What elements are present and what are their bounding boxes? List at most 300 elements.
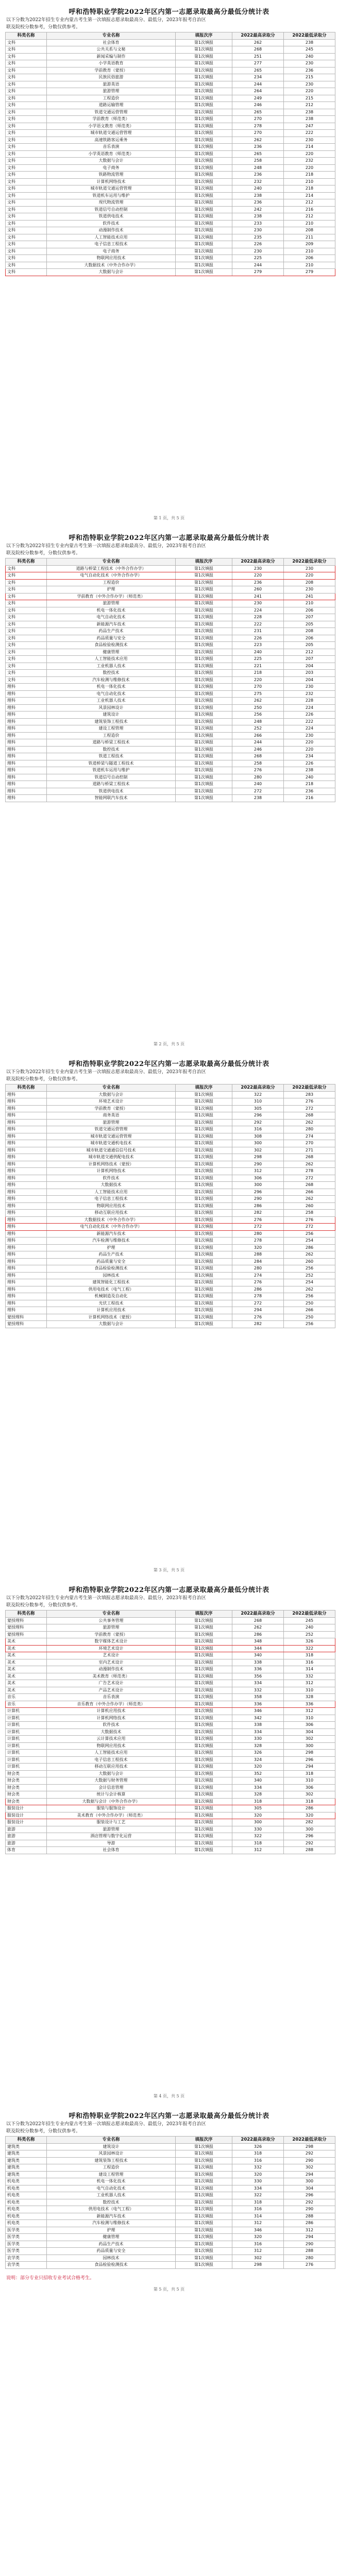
table-row [6,1230,335,1238]
table-row [6,572,335,580]
cell-min-score: 304 [284,2185,335,2192]
cell-batch: 第1次填报 [176,1645,232,1652]
cell-max-score: 224 [232,607,284,614]
cell-batch: 第1次填报 [176,1624,232,1632]
table-row [6,2220,335,2227]
table-row [6,1680,335,1687]
cell-min-score: 212 [284,102,335,109]
cell-batch: 第1次填报 [176,1812,232,1819]
cell-min-score: 203 [284,670,335,677]
cell-min-score: 276 [284,1098,335,1106]
cell-max-score: 280 [232,1230,284,1238]
cell-max-score: 342 [232,1715,284,1722]
cell-min-score: 205 [284,621,335,628]
cell-max-score: 312 [232,1847,284,1854]
description-line-2: 联及院校分数参考，分数仅供参考。 [6,2129,81,2134]
cell-batch: 第1次填报 [176,88,232,95]
cell-major: 会计信息管理 [47,1784,176,1791]
cell-max-score: 246 [232,746,284,753]
table-row [6,2171,335,2178]
cell-batch: 第1次填报 [176,2262,232,2269]
description-line-1: 以下分数为2022年招生专业内蒙古考生第一次填报志愿录取最高分、最低分，2023年报考自治区 [6,544,206,549]
cell-category: 文科 [6,199,47,207]
cell-max-score: 274 [232,1272,284,1279]
cell-max-score: 270 [232,130,284,137]
cell-max-score: 336 [232,1666,284,1673]
cell-max-score: 248 [232,164,284,172]
table-row [6,1764,335,1771]
cell-major: 电子信息工程技术 [47,1756,176,1764]
cell-batch: 第1次填报 [176,2164,232,2172]
cell-min-score: 250 [284,1300,335,1307]
cell-max-score: 320 [232,1244,284,1251]
cell-min-score: 268 [284,1112,335,1120]
cell-major: 电子商务 [47,248,176,255]
cell-major: 产品艺术设计 [47,1687,176,1694]
table-row [6,178,335,185]
table-row [6,718,335,725]
table-header-row [6,1611,335,1618]
cell-major: 机电一体化技术 [47,684,176,691]
cell-max-score: 241 [232,593,284,600]
cell-max-score: 280 [232,774,284,781]
table-row [6,234,335,241]
cell-major: 机电一体化技术 [47,607,176,614]
table-row [6,1210,335,1217]
cell-category: 文科 [6,178,47,185]
cell-max-score: 225 [232,255,284,262]
column-header: 2022最低录取分 [284,32,335,40]
cell-min-score: 292 [284,2199,335,2206]
cell-max-score: 322 [232,2192,284,2199]
cell-major: 药品生产技术 [47,628,176,635]
column-header: 2022最低录取分 [284,1611,335,1618]
cell-min-score: 236 [284,67,335,74]
cell-major: 健康管理 [47,649,176,656]
cell-min-score: 252 [284,1631,335,1638]
table-row [6,137,335,144]
page-sheet [0,1578,338,2104]
cell-max-score: 300 [232,1819,284,1826]
cell-batch: 第1次填报 [176,1105,232,1112]
cell-batch: 第1次填报 [176,698,232,705]
cell-min-score: 302 [284,1736,335,1743]
cell-min-score: 238 [284,767,335,774]
cell-max-score: 235 [232,234,284,241]
cell-batch: 第1次填报 [176,2234,232,2241]
table-row [6,102,335,109]
cell-max-score: 284 [232,1258,284,1265]
cell-min-score: 280 [284,2255,335,2262]
cell-major: 旅游管理 [47,1826,176,1833]
cell-batch: 第1次填报 [176,123,232,130]
cell-category: 建筑类 [6,2143,47,2150]
table-row [6,1216,335,1224]
cell-batch: 第1次填报 [176,102,232,109]
cell-batch: 第1次填报 [176,46,232,54]
cell-major: 人工智能技术应用 [47,234,176,241]
cell-batch: 第1次填报 [176,1154,232,1161]
table-row [6,1251,335,1259]
table-row [6,1175,335,1182]
cell-category: 建筑类 [6,2171,47,2178]
cell-major: 工业机器人技术 [47,698,176,705]
cell-max-score: 314 [232,2213,284,2220]
cell-major: 计算机网络技术（蒙授） [47,1314,176,1321]
cell-max-score: 316 [232,2241,284,2248]
table-row [6,1119,335,1126]
cell-category: 美术 [6,1687,47,1694]
cell-category: 文科 [6,206,47,213]
cell-category: 计算机 [6,1728,47,1736]
cell-major: 音乐教育（中外合作办学）（师范类） [47,1701,176,1708]
cell-min-score: 300 [284,2178,335,2185]
cell-min-score: 286 [284,1805,335,1812]
cell-batch: 第1次填报 [176,565,232,572]
cell-min-score: 234 [284,753,335,760]
table-row [6,593,335,600]
cell-category: 文科 [6,172,47,179]
description-line-2: 联及院校分数参考，分数仅供参考。 [6,25,81,30]
cell-major: 动漫制作技术 [47,227,176,234]
cell-max-score: 225 [232,656,284,663]
cell-category: 理科 [6,1258,47,1265]
cell-major: 新能源汽车技术 [47,621,176,628]
cell-batch: 第1次填报 [176,1659,232,1666]
cell-category: 文科 [6,67,47,74]
cell-category: 文科 [6,656,47,663]
column-header: 专业名称 [47,558,176,566]
cell-category: 文科 [6,241,47,248]
cell-max-score: 236 [232,579,284,586]
cell-major: 供用电技术（电气工程） [47,2206,176,2213]
cell-major: 计算机应用技术 [47,1708,176,1715]
cell-min-score: 220 [284,150,335,158]
table-row [6,1091,335,1098]
footnote: 说明：部分专业只招收专业考试合格考生。 [6,2276,95,2281]
cell-category: 蒙授理科 [6,1631,47,1638]
cell-category: 理科 [6,1126,47,1133]
cell-batch: 第1次填报 [176,2199,232,2206]
table-row [6,676,335,684]
table-row [6,1805,335,1812]
cell-major: 学前教育（中外合作办学）（师范类） [47,593,176,600]
cell-min-score: 272 [284,1105,335,1112]
score-table [5,1084,335,1328]
table-row [6,150,335,158]
cell-min-score: 296 [284,2192,335,2199]
cell-max-score: 338 [232,1722,284,1729]
cell-category: 理科 [6,1182,47,1189]
cell-batch: 第1次填报 [176,95,232,102]
cell-max-score: 288 [232,1251,284,1259]
cell-category: 财会类 [6,1770,47,1777]
cell-max-score: 358 [232,1694,284,1701]
cell-major: 汽车检测与维修技术 [47,2220,176,2227]
cell-major: 人工智能技术应用 [47,656,176,663]
cell-max-score: 316 [232,2206,284,2213]
cell-category: 文科 [6,74,47,81]
cell-major: 道路运输管理 [47,102,176,109]
cell-category: 理科 [6,1293,47,1300]
cell-max-score: 318 [232,2150,284,2158]
cell-max-score: 320 [232,1812,284,1819]
cell-batch: 第1次填报 [176,1168,232,1175]
cell-batch: 第1次填报 [176,690,232,698]
cell-category: 理科 [6,1230,47,1238]
table-row [6,2178,335,2185]
cell-major: 电子信息工程技术 [47,241,176,248]
column-header: 科类名称 [6,32,47,40]
cell-min-score: 278 [284,1168,335,1175]
cell-category: 文科 [6,262,47,269]
cell-category: 文科 [6,586,47,594]
cell-batch: 第1次填报 [176,1216,232,1224]
cell-category: 理科 [6,704,47,711]
cell-batch: 第1次填报 [176,1673,232,1680]
table-row [6,1666,335,1673]
cell-max-score: 334 [232,1680,284,1687]
cell-min-score: 310 [284,1687,335,1694]
cell-category: 文科 [6,130,47,137]
table-row [6,199,335,207]
cell-max-score: 248 [232,718,284,725]
cell-category: 理科 [6,1238,47,1245]
cell-min-score: 204 [284,676,335,684]
cell-batch: 第1次填报 [176,1251,232,1259]
table-row [6,795,335,802]
cell-category: 机电类 [6,2206,47,2213]
cell-category: 文科 [6,150,47,158]
cell-major: 物联网应用技术 [47,1742,176,1750]
document-page [0,2104,338,2576]
table-row [6,704,335,711]
cell-min-score: 283 [284,1091,335,1098]
page-sheet [0,2104,338,2576]
cell-major: 大数据技术 [47,1728,176,1736]
cell-min-score: 240 [284,53,335,60]
cell-batch: 第1次填报 [176,220,232,227]
cell-batch: 第1次填报 [176,739,232,747]
cell-batch: 第1次填报 [176,1728,232,1736]
cell-major: 道路与桥梁工程技术（中外合作办学） [47,565,176,572]
cell-category: 文科 [6,248,47,255]
cell-min-score: 332 [284,1673,335,1680]
table-row [6,1098,335,1106]
table-row [6,2248,335,2255]
cell-major: 服装设计与工艺 [47,1819,176,1826]
cell-batch: 第1次填报 [176,1791,232,1799]
cell-min-score: 206 [284,255,335,262]
cell-min-score: 254 [284,1238,335,1245]
cell-batch: 第1次填报 [176,2241,232,2248]
cell-min-score: 210 [284,600,335,607]
cell-major: 旅游英语 [47,81,176,88]
cell-max-score: 223 [232,642,284,649]
cell-category: 财会类 [6,1784,47,1791]
cell-batch: 第1次填报 [176,150,232,158]
cell-batch: 第1次填报 [176,663,232,670]
cell-major: 旅游管理 [47,600,176,607]
cell-max-score: 348 [232,1638,284,1646]
cell-category: 文科 [6,621,47,628]
cell-category: 计算机 [6,1722,47,1729]
cell-category: 建筑类 [6,2157,47,2164]
cell-category: 理科 [6,774,47,781]
column-header: 填报次序 [176,1084,232,1092]
cell-max-score: 282 [232,1321,284,1328]
cell-major: 建筑设计 [47,711,176,719]
cell-category: 医学类 [6,2241,47,2248]
cell-min-score: 247 [284,123,335,130]
cell-category: 文科 [6,185,47,193]
cell-max-score: 296 [232,1189,284,1196]
cell-max-score: 340 [232,1652,284,1659]
cell-min-score: 318 [284,1770,335,1777]
column-header: 科类名称 [6,2137,47,2144]
cell-min-score: 226 [284,711,335,719]
cell-major: 工程造价 [47,95,176,102]
cell-batch: 第1次填报 [176,137,232,144]
cell-batch: 第1次填报 [176,1133,232,1140]
cell-batch: 第1次填报 [176,704,232,711]
cell-batch: 第1次填报 [176,1293,232,1300]
cell-min-score: 210 [284,178,335,185]
cell-max-score: 272 [232,1224,284,1231]
table-row [6,635,335,642]
cell-category: 文科 [6,137,47,144]
cell-min-score: 220 [284,572,335,580]
cell-max-score: 336 [232,1701,284,1708]
cell-min-score: 222 [284,130,335,137]
table-row [6,2143,335,2150]
cell-batch: 第1次填报 [176,269,232,276]
table-row [6,1314,335,1321]
description-line-1: 以下分数为2022年招生专业内蒙古考生第一次填报志愿录取最高分、最低分，2023年报考自治区 [6,18,206,23]
cell-category: 理科 [6,1224,47,1231]
cell-batch: 第1次填报 [176,2178,232,2185]
cell-min-score: 282 [284,1819,335,1826]
cell-min-score: 206 [284,635,335,642]
cell-batch: 第1次填报 [176,628,232,635]
cell-category: 美术 [6,1673,47,1680]
cell-batch: 第1次填报 [176,241,232,248]
description-line-1: 以下分数为2022年招生专业内蒙古考生第一次填报志愿录取最高分、最低分，2023年报考自治区 [6,1070,206,1075]
cell-batch: 第1次填报 [176,732,232,739]
cell-category: 体育 [6,1847,47,1854]
cell-max-score: 346 [232,2227,284,2234]
cell-category: 蒙授理科 [6,1321,47,1328]
table-row [6,206,335,213]
cell-batch: 第1次填报 [176,2157,232,2164]
cell-min-score: 204 [284,663,335,670]
cell-category: 理科 [6,698,47,705]
table-row [6,1272,335,1279]
cell-major: 大数据与财务管理 [47,1777,176,1785]
cell-category: 计算机 [6,1756,47,1764]
cell-major: 电气自动化技术（中外合作办学） [47,1224,176,1231]
cell-major: 护理 [47,2227,176,2234]
cell-min-score: 292 [284,2150,335,2158]
cell-min-score: 232 [284,690,335,698]
cell-min-score: 240 [284,774,335,781]
cell-max-score: 282 [232,1210,284,1217]
cell-max-score: 296 [232,1112,284,1120]
table-row [6,739,335,747]
cell-max-score: 242 [232,206,284,213]
cell-category: 理科 [6,1133,47,1140]
cell-batch: 第1次填报 [176,1098,232,1106]
cell-min-score: 212 [284,649,335,656]
table-row [6,1631,335,1638]
cell-max-score: 258 [232,158,284,165]
cell-batch: 第1次填报 [176,2150,232,2158]
cell-batch: 第1次填报 [176,2185,232,2192]
table-header-row [6,1084,335,1092]
cell-major: 建设工程管理 [47,2171,176,2178]
cell-max-score: 302 [232,1147,284,1154]
cell-min-score: 220 [284,88,335,95]
table-row [6,95,335,102]
table-row [6,46,335,54]
document-page [0,526,338,1052]
cell-major: 数控技术 [47,2199,176,2206]
score-table [5,1610,335,1854]
cell-category: 文科 [6,123,47,130]
cell-batch: 第1次填报 [176,684,232,691]
cell-major: 环境艺术设计 [47,1645,176,1652]
cell-major: 艺术设计 [47,1652,176,1659]
table-row [6,788,335,795]
cell-min-score: 286 [284,1244,335,1251]
cell-batch: 第1次填报 [176,1140,232,1147]
table-row [6,1617,335,1624]
cell-batch: 第1次填报 [176,1161,232,1168]
cell-max-score: 265 [232,150,284,158]
table-row [6,2262,335,2269]
cell-batch: 第1次填报 [176,213,232,221]
cell-min-score: 228 [284,698,335,705]
cell-major: 大数据与会计 [47,1091,176,1098]
cell-batch: 第1次填报 [176,1833,232,1840]
cell-min-score: 241 [284,593,335,600]
cell-category: 文科 [6,227,47,234]
cell-max-score: 334 [232,2185,284,2192]
cell-major: 物联网应用技术 [47,1202,176,1210]
table-row [6,1645,335,1652]
cell-category: 理科 [6,760,47,767]
cell-category: 文科 [6,579,47,586]
cell-min-score: 268 [284,1182,335,1189]
table-header-row [6,2137,335,2144]
cell-max-score: 249 [232,95,284,102]
cell-major: 建筑设计 [47,2143,176,2150]
cell-major: 铁道机车运用与维护 [47,192,176,199]
cell-min-score: 266 [284,1307,335,1314]
cell-category: 财会类 [6,1777,47,1785]
cell-min-score: 310 [284,1715,335,1722]
cell-batch: 第1次填报 [176,1750,232,1757]
column-header: 2022最高录取分 [232,1084,284,1092]
cell-max-score: 278 [232,1238,284,1245]
cell-min-score: 215 [284,74,335,81]
cell-min-score: 256 [284,1321,335,1328]
table-row [6,123,335,130]
table-row [6,781,335,788]
cell-category: 建筑类 [6,2150,47,2158]
cell-major: 新闻采编与制作 [47,53,176,60]
table-row [6,2192,335,2199]
